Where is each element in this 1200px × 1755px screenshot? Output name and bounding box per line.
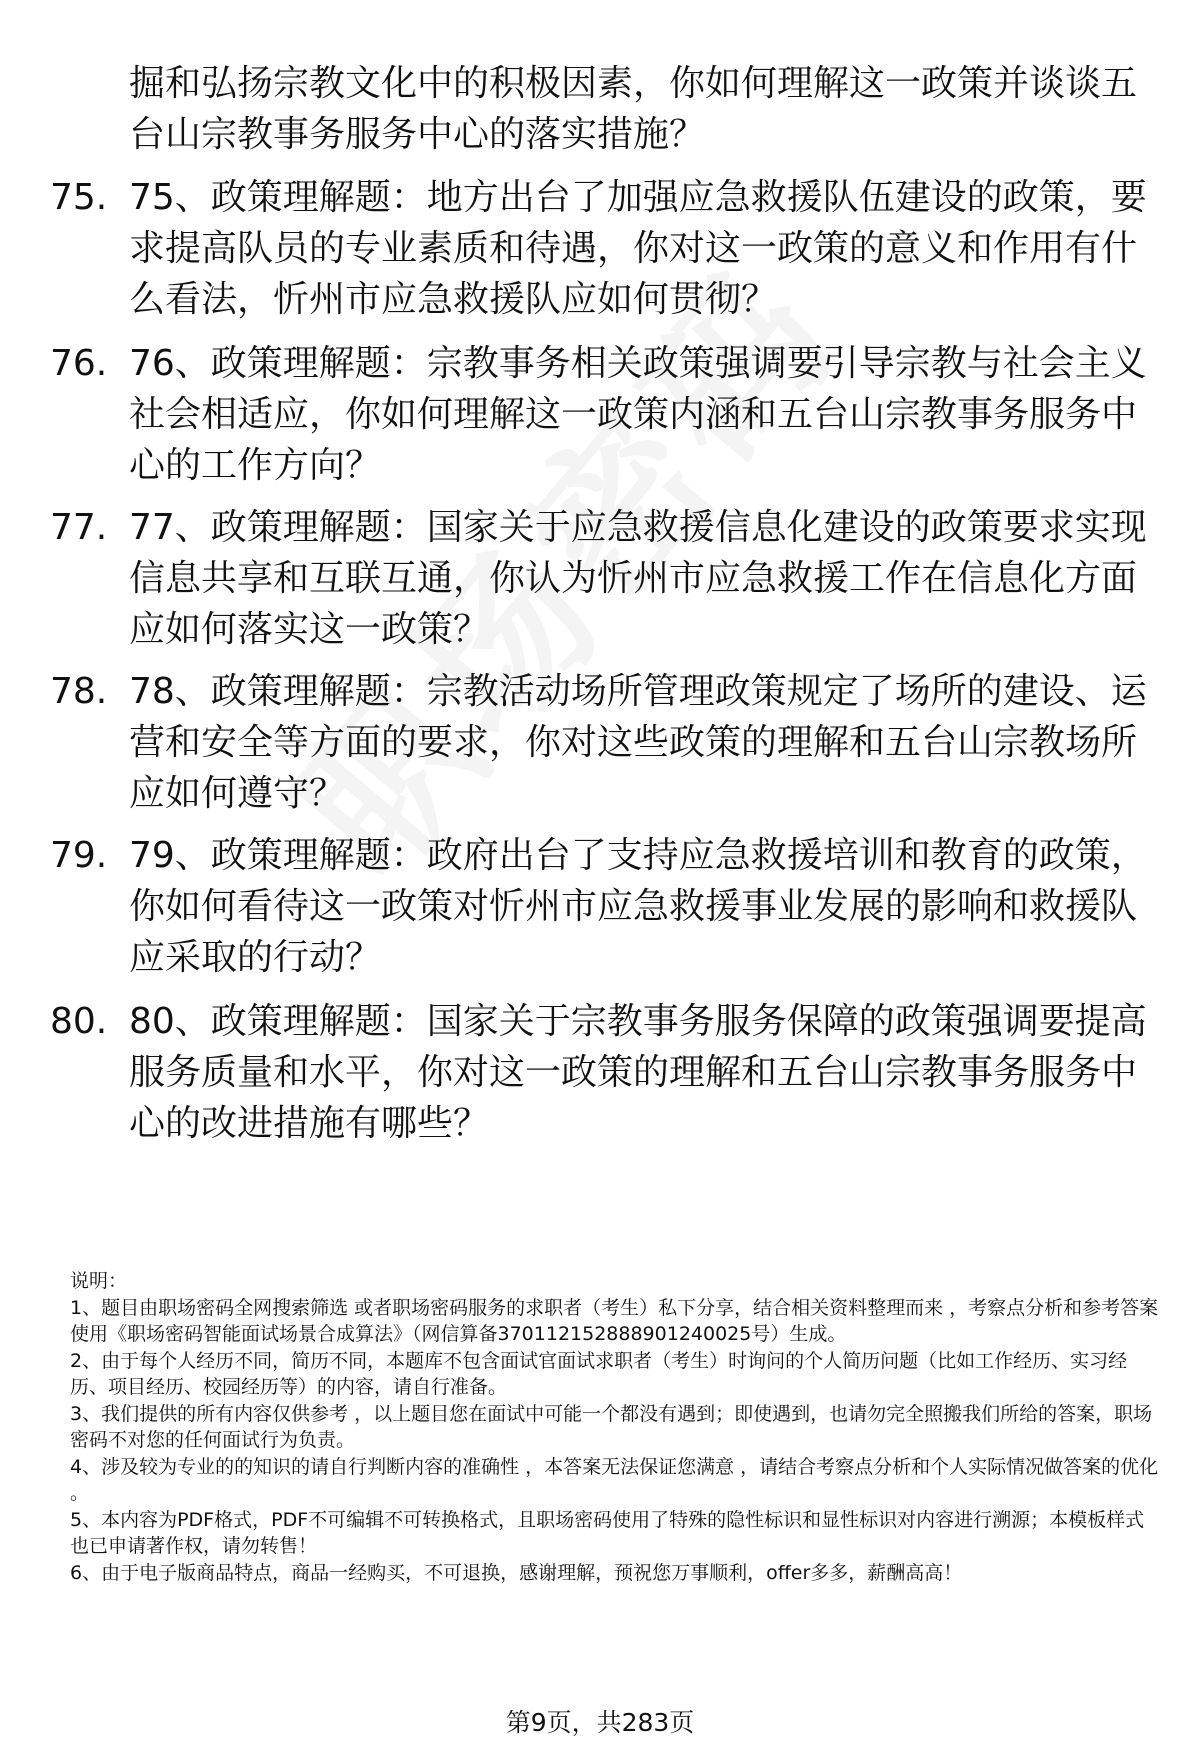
- note-item: 4、涉及较为专业的的知识的请自行判断内容的准确性 ，本答案无法保证您满意 ，请结合考察点分析和个人实际情况做答案的优化 。: [70, 1455, 1159, 1504]
- page-number-footer: 第9页，共283页: [505, 1708, 695, 1737]
- notes-section: [70, 1268, 1160, 1586]
- question-number: 77.: [50, 507, 108, 548]
- question-text: 80、政策理解题：国家关于宗教事务服务保障的政策强调要提高服务质量和水平，你对这一政策的理解和五台山宗教事务服务中心的改进措施有哪些？: [129, 1001, 1147, 1144]
- continued-question-text: 掘和弘扬宗教文化中的积极因素，你如何理解这一政策并谈谈五台山宗教事务服务中心的落实措施？: [129, 63, 1138, 155]
- note-item: 2、由于每个人经历不同，简历不同，本题库不包含面试官面试求职者（考生）时询问的个人简历问题（比如工作经历、实习经历、项目经历、校园经历等）的内容，请自行准备。: [70, 1349, 1128, 1398]
- note-item: 6、由于电子版商品特点，商品一经购买，不可退换，感谢理解，预祝您万事顺利，offer多多，薪酬高高！: [70, 1561, 963, 1584]
- question-number: 75.: [50, 177, 108, 218]
- note-item: 3、我们提供的所有内容仅供参考 ，以上题目您在面试中可能一个都没有遇到；即使遇到，也请勿完全照搬我们所给的答案，职场密码不对您的任何面试行为负责。: [70, 1402, 1153, 1451]
- question-number: 79.: [50, 835, 108, 876]
- question-number: 76.: [50, 343, 108, 384]
- note-item: 1、题目由职场密码全网搜索筛选 或者职场密码服务的求职者（考生）私下分享，结合相关资料整理而来 ，考察点分析和参考答案使用《职场密码智能面试场景合成算法》（网信算备370112152888901240025号）生成。: [70, 1296, 1159, 1345]
- question-number: 78.: [50, 671, 108, 712]
- notes-title: 说明：: [70, 1270, 128, 1292]
- note-item: 5、本内容为PDF格式，PDF不可编辑不可转换格式，且职场密码使用了特殊的隐性标识和显性标识对内容进行溯源；本模板样式也已申请著作权，请勿转售！: [70, 1508, 1145, 1557]
- question-text: 75、政策理解题：地方出台了加强应急救援队伍建设的政策，要求提高队员的专业素质和待遇，你对这一政策的意义和作用有什么看法，忻州市应急救援队应如何贯彻？: [129, 177, 1147, 320]
- question-text: 76、政策理解题：宗教事务相关政策强调要引导宗教与社会主义社会相适应，你如何理解这一政策内涵和五台山宗教事务服务中心的工作方向？: [129, 343, 1147, 486]
- question-number: 80.: [50, 1001, 108, 1042]
- question-text: 79、政策理解题：政府出台了支持应急救援培训和教育的政策，你如何看待这一政策对忻州市应急救援事业发展的影响和救援队应采取的行动？: [129, 835, 1147, 978]
- question-text: 77、政策理解题：国家关于应急救援信息化建设的政策要求实现信息共享和互联互通，你认为忻州市应急救援工作在信息化方面应如何落实这一政策？: [129, 507, 1147, 650]
- question-text: 78、政策理解题：宗教活动场所管理政策规定了场所的建设、运营和安全等方面的要求，你对这些政策的理解和五台山宗教场所应如何遵守？: [129, 671, 1147, 814]
